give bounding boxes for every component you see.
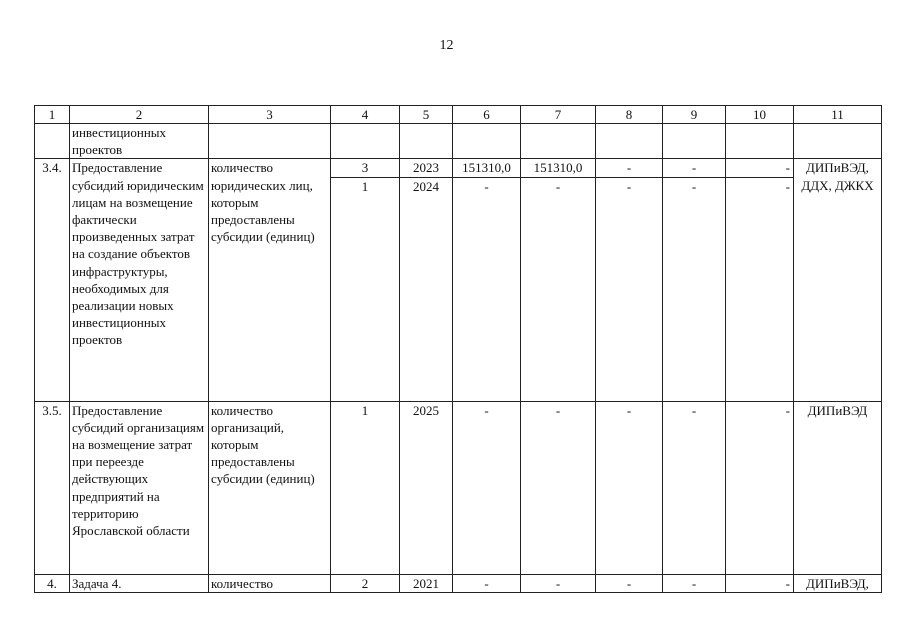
activity-name: Предоставление субсидий юридическим лицам на возмещение фактически произведенных затрат на создание объектов инфраструктуры, необходимых для реализации новых инвестиционных проектов [70, 159, 209, 401]
indicator-name: количество организаций, которым предоставлены субсидии (единиц) [209, 401, 331, 574]
header-cell: 4 [331, 106, 400, 124]
value-cell: 2 [331, 574, 400, 592]
header-cell: 10 [726, 106, 794, 124]
value-cell: - [453, 401, 521, 574]
row-number: 3.5. [35, 401, 70, 574]
header-cell: 3 [209, 106, 331, 124]
value-cell: - [663, 574, 726, 592]
header-cell: 2 [70, 106, 209, 124]
year-cell: 2024 [400, 177, 453, 401]
header-cell: 6 [453, 106, 521, 124]
value-cell: - [726, 574, 794, 592]
year-cell: 2023 [400, 159, 453, 177]
value-cell: - [453, 574, 521, 592]
row-number: 4. [35, 574, 70, 592]
activity-name: Задача 4. [70, 574, 209, 592]
value-cell: - [663, 159, 726, 177]
value-cell: 1 [331, 401, 400, 574]
table-row [35, 574, 882, 592]
table-row [35, 159, 882, 177]
value-cell: - [663, 401, 726, 574]
header-cell: 9 [663, 106, 726, 124]
value-cell: - [726, 177, 794, 401]
header-cell: 11 [794, 106, 882, 124]
value-cell: - [726, 159, 794, 177]
year-cell: 2025 [400, 401, 453, 574]
table-row [35, 124, 882, 159]
indicator-name: количество [209, 574, 331, 592]
value-cell: - [453, 177, 521, 401]
value-cell: - [726, 401, 794, 574]
row-number: 3.4. [35, 159, 70, 401]
value-cell: 3 [331, 159, 400, 177]
value-cell: - [596, 574, 663, 592]
program-table [34, 105, 882, 593]
header-cell: 5 [400, 106, 453, 124]
value-cell: - [663, 177, 726, 401]
executor-cell: ДИПиВЭД, [794, 574, 882, 592]
header-cell: 7 [521, 106, 596, 124]
indicator-name: количество юридических лиц, которым предоставлены субсидии (единиц) [209, 159, 331, 401]
value-cell: - [596, 159, 663, 177]
value-cell: 151310,0 [453, 159, 521, 177]
value-cell: 151310,0 [521, 159, 596, 177]
continued-name: инвестиционных проектов [70, 124, 209, 159]
page-number: 12 [439, 38, 454, 53]
executor-cell: ДИПиВЭД [794, 401, 882, 574]
activity-name: Предоставление субсидий организациям на возмещение затрат при переезде действующих предприятий на территорию Ярославской области [70, 401, 209, 574]
header-cell: 8 [596, 106, 663, 124]
value-cell: 1 [331, 177, 400, 401]
year-cell: 2021 [400, 574, 453, 592]
executor-cell: ДИПиВЭД, ДДХ, ДЖКХ [794, 159, 882, 401]
table-header-row [35, 106, 882, 124]
value-cell: - [596, 401, 663, 574]
table-row [35, 401, 882, 574]
value-cell: - [521, 177, 596, 401]
header-cell: 1 [35, 106, 70, 124]
value-cell: - [596, 177, 663, 401]
value-cell: - [521, 401, 596, 574]
value-cell: - [521, 574, 596, 592]
